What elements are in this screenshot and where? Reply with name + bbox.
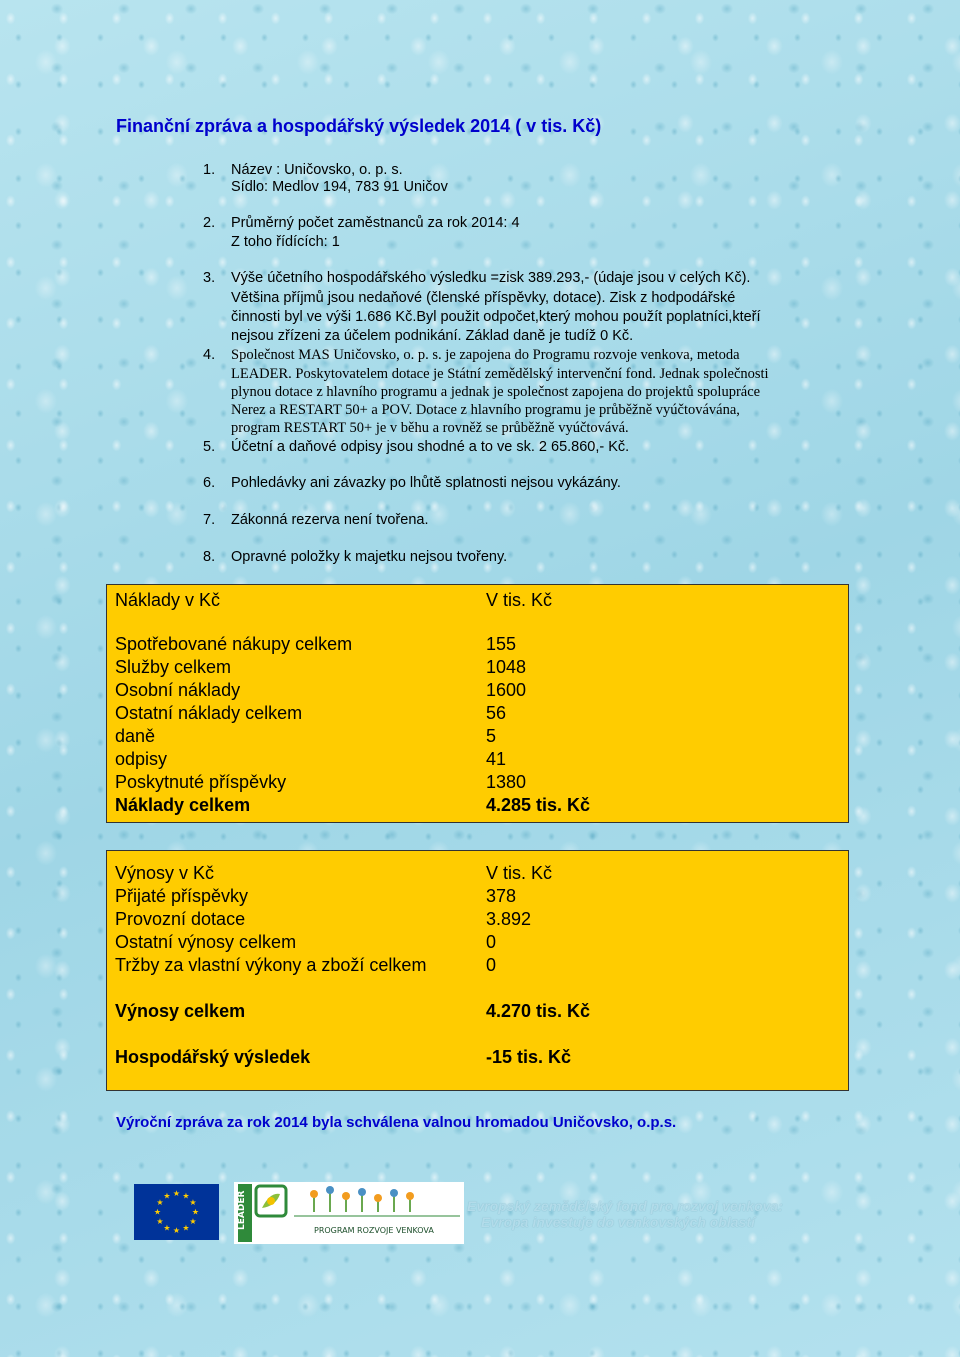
revenues-total-label: Výnosy celkem <box>115 1001 246 1021</box>
result-value: -15 tis. Kč <box>486 1047 572 1067</box>
svg-text:★: ★ <box>163 1223 171 1233</box>
item-line: Výše účetního hospodářského výsledku =zisk 389.293,- (údaje jsou v celých Kč). <box>231 270 751 286</box>
costs-row-value: 41 <box>486 749 507 769</box>
costs-row-label: Služby celkem <box>115 657 232 677</box>
item-line: Opravné položky k majetku nejsou tvořeny. <box>231 549 508 565</box>
item-number: 7. <box>203 512 216 528</box>
costs-total-label: Náklady celkem <box>115 795 251 815</box>
svg-text:★: ★ <box>182 1191 190 1201</box>
revenues-row-value: 0 <box>486 932 497 952</box>
item-number: 3. <box>203 270 216 286</box>
costs-row-value: 155 <box>486 634 517 654</box>
item-line: Sídlo: Medlov 194, 783 91 Uničov <box>231 179 448 195</box>
tagline-line-2: Evropa investuje do venkovských oblastí <box>481 1214 755 1230</box>
tagline-line-1: Evropský zemědělský fond pro rozvoj venkova: <box>467 1198 783 1214</box>
revenues-row-label: Přijaté příspěvky <box>115 886 249 906</box>
svg-text:★: ★ <box>163 1191 171 1201</box>
item-line: nejsou zřízeni za účelem podnikání. Základ daně je tudíž 0 Kč. <box>231 328 634 344</box>
costs-row-label: Poskytnuté příspěvky <box>115 772 287 792</box>
program-text: PROGRAM ROZVOJE VENKOVA <box>314 1226 434 1235</box>
costs-row-label: Spotřebované nákupy celkem <box>115 634 353 654</box>
revenues-row-value: 0 <box>486 955 497 975</box>
revenues-header-label: Výnosy v Kč <box>115 863 215 883</box>
item-line: Většina příjmů jsou nedaňové (členské příspěvky, dotace). Zisk z hodpodářské <box>231 290 736 306</box>
costs-total-value: 4.285 tis. Kč <box>486 795 591 815</box>
svg-text:★: ★ <box>172 1226 181 1235</box>
svg-text:★: ★ <box>153 1207 162 1217</box>
svg-text:★: ★ <box>172 1189 181 1198</box>
revenues-row-label: Ostatní výnosy celkem <box>115 932 297 952</box>
eu-flag-logo <box>134 1184 219 1240</box>
costs-row-label: daně <box>115 726 156 746</box>
costs-header-unit: V tis. Kč <box>486 590 553 610</box>
revenues-header-unit: V tis. Kč <box>486 863 553 883</box>
item-line: činnosti byl ve výši 1.686 Kč.Byl použit odpočet,který mohou použít poplatníci,kteří <box>231 309 761 325</box>
revenues-total-value: 4.270 tis. Kč <box>486 1001 591 1021</box>
svg-text:★: ★ <box>189 1217 197 1226</box>
item-line: Název : Uničovsko, o. p. s. <box>231 162 403 178</box>
item-line: Z toho řídících: 1 <box>231 234 340 250</box>
costs-row-label: Osobní náklady <box>115 680 241 700</box>
revenues-row-value: 378 <box>486 886 517 906</box>
svg-text:★: ★ <box>156 1198 164 1207</box>
svg-text:★: ★ <box>182 1223 190 1233</box>
item-number: 2. <box>203 215 216 231</box>
costs-header-label: Náklady v Kč <box>115 590 221 610</box>
item-number: 8. <box>203 549 216 565</box>
item-line: Pohledávky ani závazky po lhůtě splatnosti nejsou vykázány. <box>231 475 621 491</box>
costs-row-label: Ostatní náklady celkem <box>115 703 303 723</box>
item-line: Společnost MAS Uničovsko, o. p. s. je zapojena do Programu rozvoje venkova, metoda <box>231 347 740 363</box>
revenues-row-value: 3.892 <box>486 909 532 929</box>
item-number: 1. <box>203 162 216 178</box>
page-title: Finanční zpráva a hospodářský výsledek 2014 ( v tis. Kč) <box>116 116 602 136</box>
item-line: LEADER. Poskytovatelem dotace je Státní zemědělský intervenční fond. Jednak společnosti <box>231 366 769 382</box>
costs-row-value: 56 <box>486 703 507 723</box>
item-line: Účetní a daňové odpisy jsou shodné a to ve sk. 2 65.860,- Kč. <box>231 439 630 455</box>
approval-note: Výroční zpráva za rok 2014 byla schválena valnou hromadou Uničovsko, o.p.s. <box>116 1114 677 1131</box>
svg-text:★: ★ <box>189 1198 197 1207</box>
item-line: Průměrný počet zaměstnanců za rok 2014: 4 <box>231 215 520 231</box>
svg-text:★: ★ <box>191 1207 200 1217</box>
svg-text:★: ★ <box>156 1217 164 1226</box>
costs-row-value: 1600 <box>486 680 527 700</box>
costs-row-value: 5 <box>486 726 497 746</box>
revenues-row-label: Provozní dotace <box>115 909 246 929</box>
item-line: plynou dotace z hlavního programu a jednak je společnost zapojena do projektů spolupráce <box>231 384 761 400</box>
item-line: Zákonná rezerva není tvořena. <box>231 512 429 528</box>
item-line: Nerez a RESTART 50+ a POV. Dotace z hlavního programu je průběžně vyúčtovávána, <box>231 402 740 418</box>
item-number: 6. <box>203 475 216 491</box>
revenues-row-label: Tržby za vlastní výkony a zboží celkem <box>115 955 427 975</box>
result-label: Hospodářský výsledek <box>115 1047 311 1067</box>
costs-table <box>106 584 849 823</box>
item-number: 5. <box>203 439 216 455</box>
leader-text: LEADER <box>237 1190 247 1230</box>
costs-row-value: 1048 <box>486 657 527 677</box>
revenues-table <box>106 850 849 1091</box>
leader-program-logo <box>234 1182 464 1244</box>
costs-row-value: 1380 <box>486 772 527 792</box>
item-line: program RESTART 50+ je v běhu a rovněž se průběžně vyúčtovává. <box>231 420 629 436</box>
costs-row-label: odpisy <box>115 749 168 769</box>
item-number: 4. <box>203 347 216 363</box>
